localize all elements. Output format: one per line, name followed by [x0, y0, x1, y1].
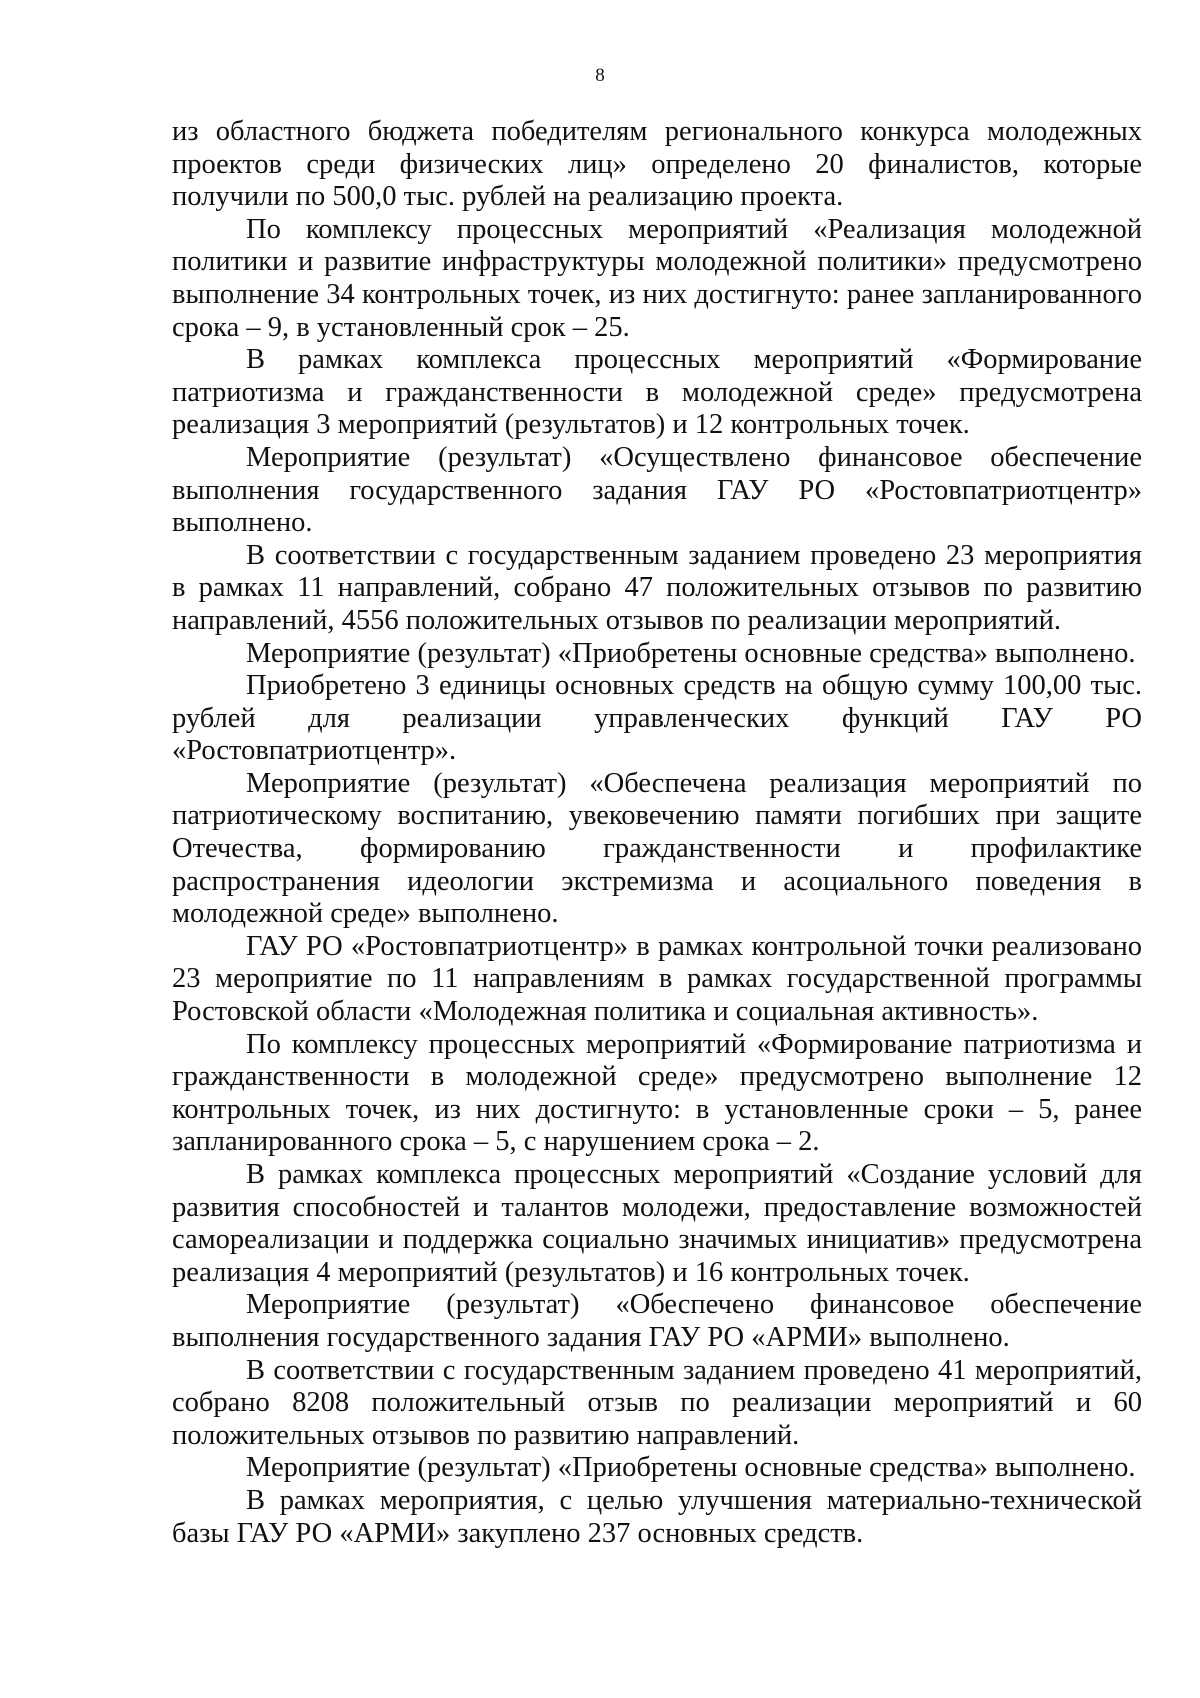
paragraph: Мероприятие (результат) «Приобретены основные средства» выполнено. — [246, 1452, 1136, 1484]
paragraph: По комплексу процессных мероприятий «Формирование патриотизма и гражданственности в молодежной среде» предусмотрено выполнение 12 контрольных точек, из них достигнуто: в установленные сроки – 5, ранее запланированного срока – 5, с нарушением срока – 2. — [172, 1028, 1142, 1158]
paragraph: Мероприятие (результат) «Осуществлено финансовое обеспечение выполнения государственного задания ГАУ РО «Ростовпатриотцентр» выполнено. — [172, 441, 1142, 539]
paragraph: В рамках комплекса процессных мероприятий «Формирование патриотизма и гражданственности в молодежной среде» предусмотрена реализация 3 мероприятий (результатов) и 12 контрольных точек. — [172, 344, 1142, 441]
paragraph: из областного бюджета победителям регионального конкурса молодежных проектов среди физических лиц» определено 20 финалистов, которые получили по 500,0 тыс. рублей на реализацию проекта. — [172, 116, 1142, 213]
paragraph: Мероприятие (результат) «Приобретены основные средства» выполнено. — [246, 637, 1136, 669]
document-body — [172, 116, 1142, 1550]
paragraph: Мероприятие (результат) «Обеспечено финансовое обеспечение выполнения государственного задания ГАУ РО «АРМИ» выполнено. — [172, 1289, 1142, 1353]
paragraph: Приобретено 3 единицы основных средств на общую сумму 100,00 тыс. рублей для реализации управленческих функций ГАУ РО «Ростовпатриотцентр». — [172, 670, 1142, 767]
paragraph: В рамках комплекса процессных мероприятий «Создание условий для развития способностей и талантов молодежи, предоставление возможностей самореализации и поддержка социально значимых инициатив» предусмотрена реализация 4 мероприятий (результатов) и 16 контрольных точек. — [172, 1159, 1142, 1288]
paragraph: В соответствии с государственным заданием проведено 41 мероприятий, собрано 8208 положительный отзыв по реализации мероприятий и 60 положительных отзывов по развитию направлений. — [172, 1354, 1142, 1451]
page-number: 8 — [595, 65, 605, 86]
paragraph: В соответствии с государственным заданием проведено 23 мероприятия в рамках 11 направлений, собрано 47 положительных отзывов по развитию направлений, 4556 положительных отзывов по реализации мероприятий. — [172, 539, 1142, 636]
paragraph: В рамках мероприятия, с целью улучшения материально-технической базы ГАУ РО «АРМИ» закуплено 237 основных средств. — [172, 1484, 1142, 1549]
paragraph: По комплексу процессных мероприятий «Реализация молодежной политики и развитие инфраструктуры молодежной политики» предусмотрено выполнение 34 контрольных точек, из них достигнуто: ранее запланированного срока – 9, в установленный срок – 25. — [172, 213, 1142, 343]
paragraph: Мероприятие (результат) «Обеспечена реализация мероприятий по патриотическому воспитанию, увековечению памяти погибших при защите Отечества, формированию гражданственности и профилактике распространения идеологии экстремизма и асоциального поведения в молодежной среде» выполнено. — [172, 767, 1142, 930]
paragraph: ГАУ РО «Ростовпатриотцентр» в рамках контрольной точки реализовано 23 мероприятие по 11 направлениям в рамках государственной программы Ростовской области «Молодежная политика и социальная активность». — [172, 930, 1142, 1028]
